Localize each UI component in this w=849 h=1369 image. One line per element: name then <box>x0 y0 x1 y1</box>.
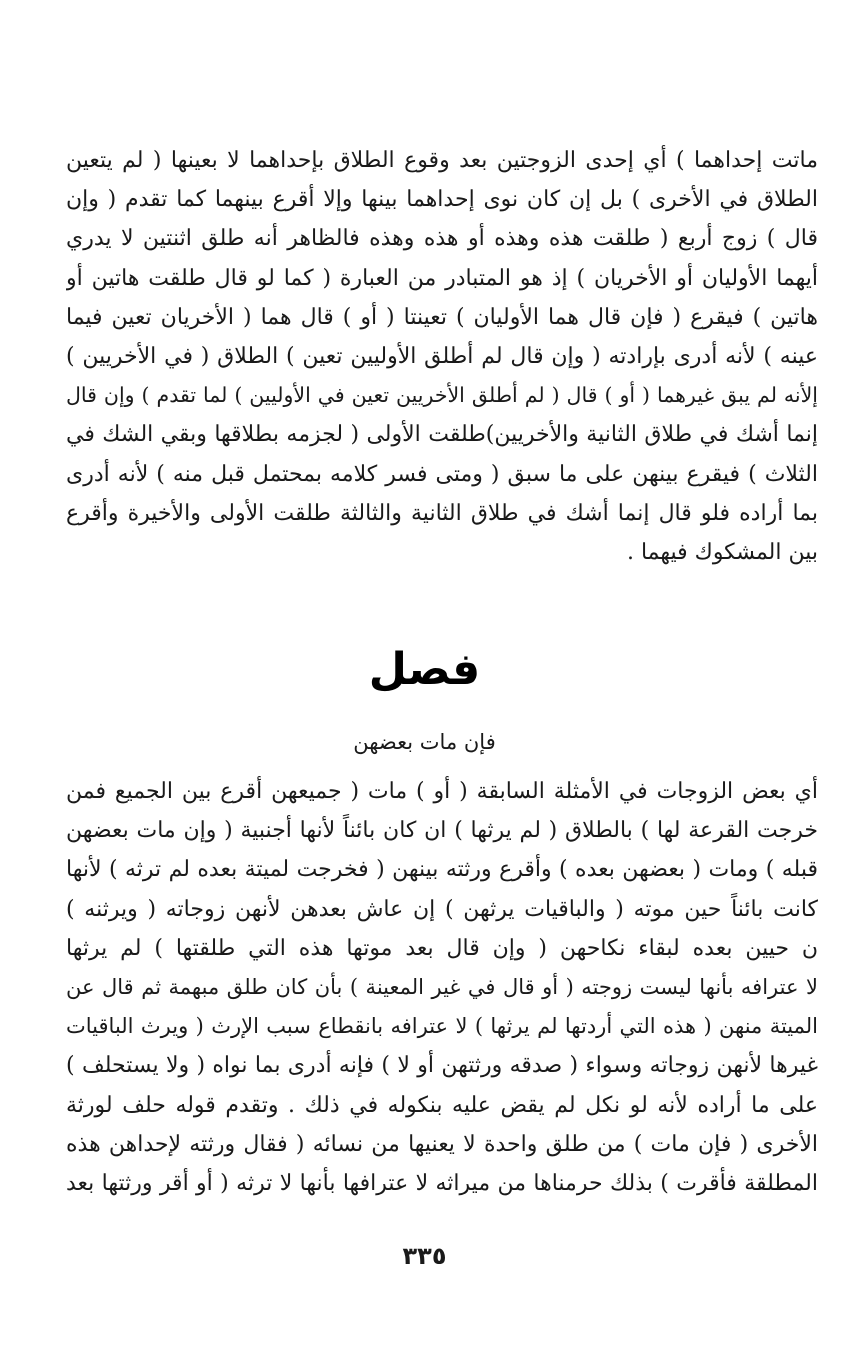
text-line: بين المشكوك فيهما . <box>626 540 818 566</box>
text-line: الميتة منهن ( هذه التي أردتها لم يرثها ) لا عترافه بانقطاع سبب الإرث ( ويرث الباقيات <box>66 1014 818 1039</box>
text-line: قال ) زوج أربع ( طلقت هذه وهذه أو هذه وهذه فالظاهر أنه طلق اثنتين لا يدري <box>66 226 818 252</box>
text-line: أي بعض الزوجات في الأمثلة السابقة ( أو ) مات ( جميعهن أقرع بين الجميع فمن <box>66 779 818 804</box>
bottom-paragraph <box>66 772 818 1203</box>
text-line: عينه ) لأنه أدرى بإرادته ( وإن قال لم أطلق الأوليين تعين ) الطلاق ( في الأخريين ) <box>66 344 818 370</box>
text-line: على ما أراده لأنه لو نكل لم يقض عليه بنكوله في ذلك . وتقدم قوله حلف لورثة <box>66 1092 818 1118</box>
text-line: غيرها لأنهن زوجاته وسواء ( صدقه ورثتهن أو لا ) فإنه أدرى بما نواه ( ولا يستحلف ) <box>66 1053 818 1079</box>
section-heading: فصل <box>368 644 481 695</box>
text-line: قبله ) ومات ( بعضهن بعده ) وأقرع ورثته بينهن ( فخرجت لميتة بعده لم ترثه ) لأنها <box>66 857 818 883</box>
section-subheading: فإن مات بعضهن <box>353 730 496 754</box>
text-line: لا عترافه بأنها ليست زوجته ( أو قال في غير المعينة ) بأن كان طلق مبهمة ثم قال عن <box>66 975 818 1000</box>
text-line: كانت بائناً حين موته ( والباقيات يرثهن ) إن عاش بعدهن لأنهن زوجاته ( ويرثنه ) <box>66 896 818 922</box>
text-line: ن حيين بعده لبقاء نكاحهن ( وإن قال بعد موتها هذه التي طلقتها ) لم يرثها <box>66 935 818 961</box>
text-line: خرجت القرعة لها ) بالطلاق ( لم يرثها ) ان كان بائناً لأنها أجنبية ( وإن مات بعضهن <box>66 818 818 844</box>
top-paragraph <box>66 141 818 572</box>
text-line: الثلاث ) فيقرع بينهن على ما سبق ( ومتى فسر كلامه بمحتمل قبل منه ) لأنه أدرى <box>66 461 818 487</box>
text-line: إلأنه لم يبق غيرهما ( أو ) قال ( لم أطلق الأخريين تعين في الأوليين ) لما تقدم ) وإن قال <box>66 383 818 408</box>
text-line: هاتين ) فيقرع ( فإن قال هما الأوليان ) تعينتا ( أو ) قال هما ( الأخريان تعين فيما <box>66 304 818 330</box>
text-line: أيهما الأوليان أو الأخريان ) إذ هو المتبادر من العبارة ( كما لو قال طلقت هاتين أو <box>66 265 818 291</box>
text-line: ماتت إحداهما ) أي إحدى الزوجتين بعد وقوع الطلاق بإحداهما لا بعينها ( لم يتعين <box>66 148 818 173</box>
text-line: بما أراده فلو قال إنما أشك في طلاق الثانية والثالثة طلقت الأولى والأخيرة وأقرع <box>66 500 818 526</box>
text-line: الطلاق في الأخرى ) بل إن كان نوى إحداهما بينها وإلا أقرع بينهما كما تقدم ( وإن <box>66 187 818 213</box>
text-line: المطلقة فأقرت ) بذلك حرمناها من ميراثه لا عترافها بأنها لا ترثه ( أو أقر ورثتها بعد <box>66 1171 818 1197</box>
text-line: الأخرى ( فإن مات ) من طلق واحدة لا يعنيها من نسائه ( فقال ورثته لإحداهن هذه <box>66 1131 818 1157</box>
page-number: ٣٣٥ <box>402 1242 447 1270</box>
text-line: إنما أشك في طلاق الثانية والأخريين)طلقت الأولى ( لجزمه بطلاقها وبقي الشك في <box>66 422 818 448</box>
